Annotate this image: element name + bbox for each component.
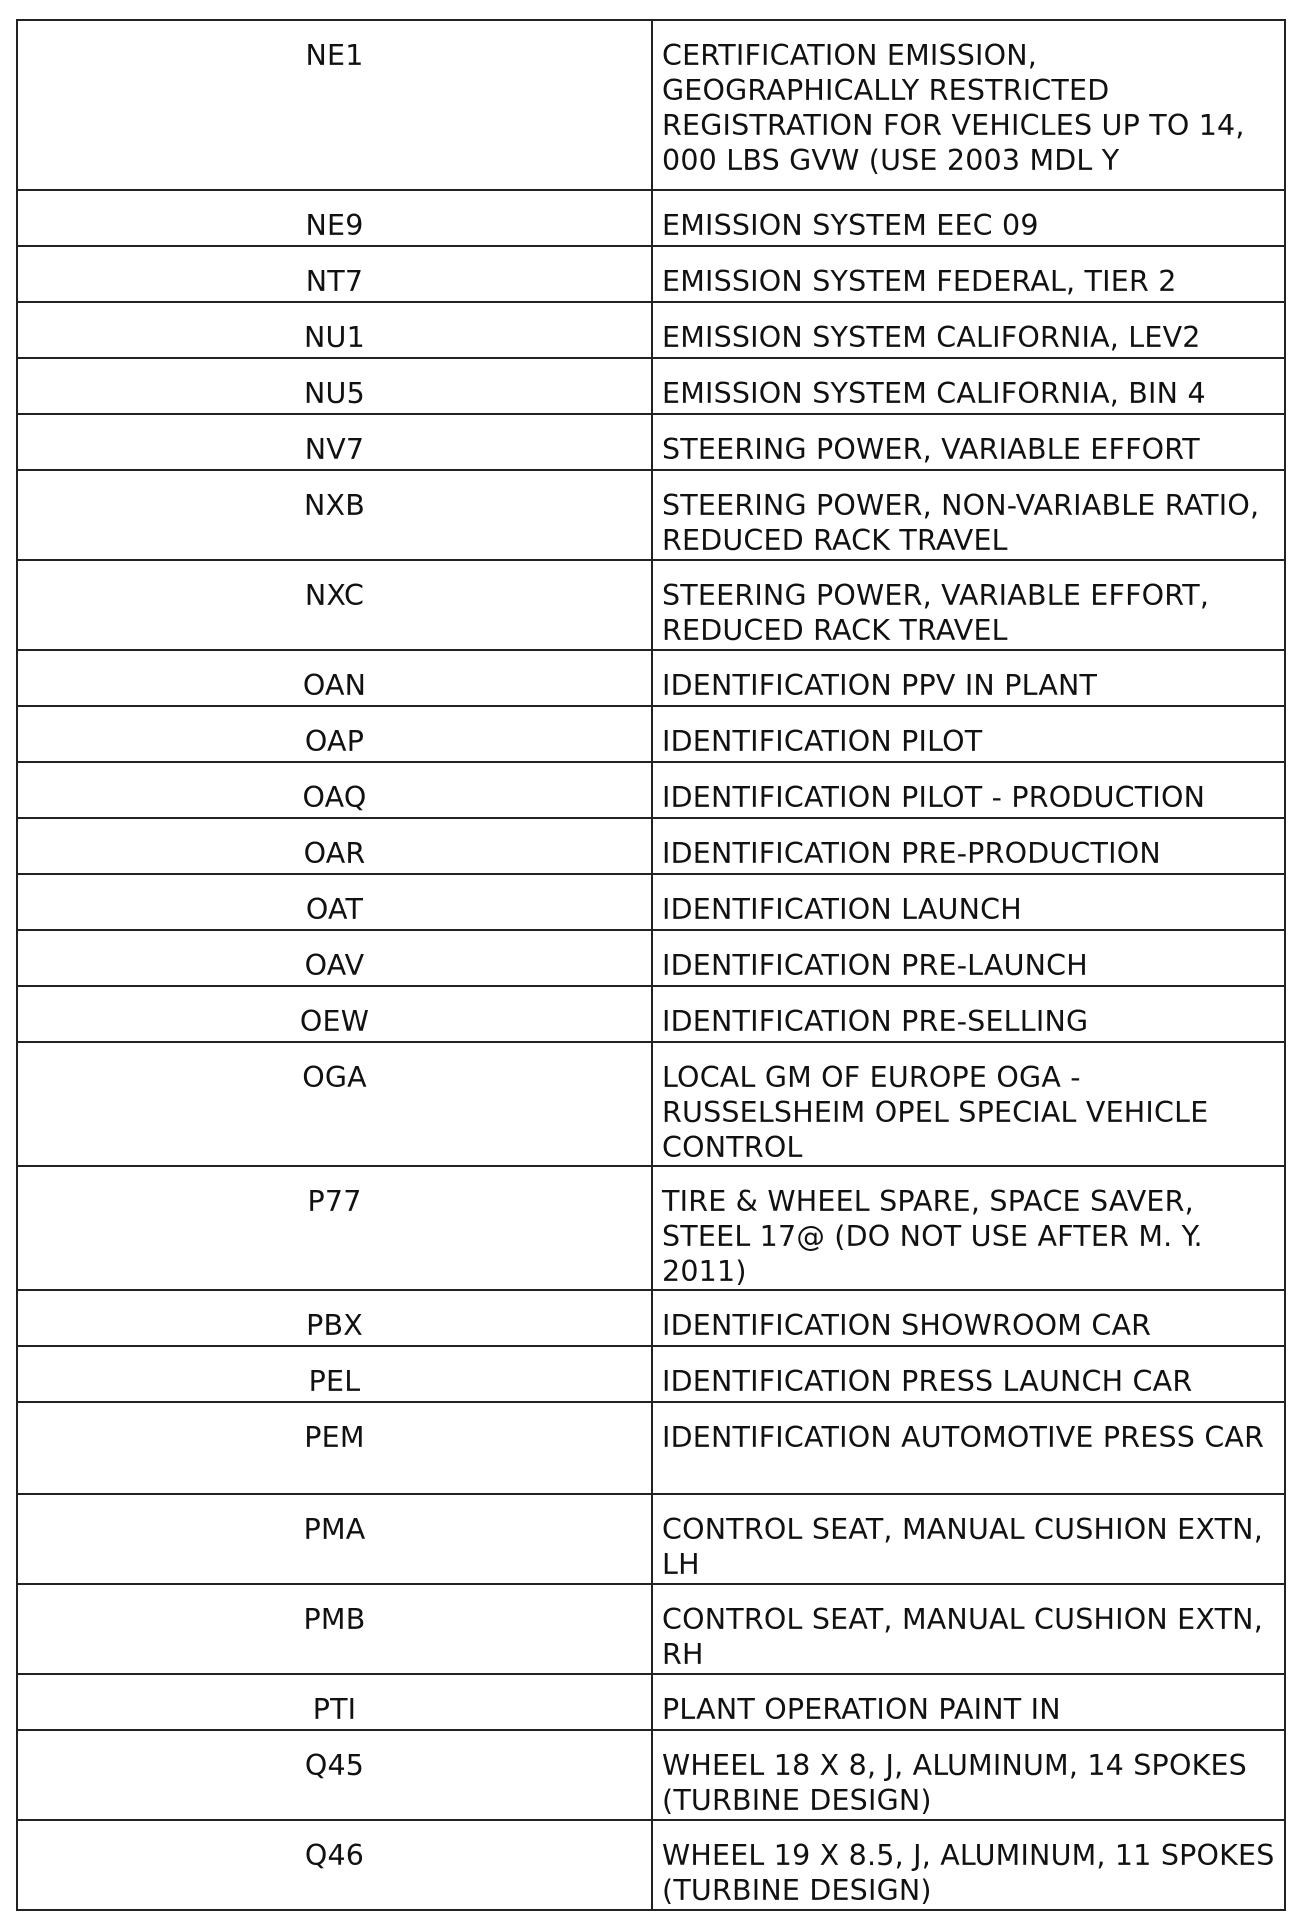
table-row [17, 302, 1285, 358]
rpo-code-cell: PMB [17, 1584, 652, 1674]
rpo-description-cell: STEERING POWER, VARIABLE EFFORT [652, 414, 1285, 470]
rpo-code-cell: OAN [17, 650, 652, 706]
rpo-description-cell: IDENTIFICATION AUTOMOTIVE PRESS CAR [652, 1402, 1285, 1494]
rpo-code-table [16, 19, 1286, 1911]
rpo-description-cell: EMISSION SYSTEM FEDERAL, TIER 2 [652, 246, 1285, 302]
rpo-code-cell: NU1 [17, 302, 652, 358]
rpo-code-cell: OAT [17, 874, 652, 930]
rpo-description-cell: PLANT OPERATION PAINT IN [652, 1674, 1285, 1730]
rpo-code-cell: PTI [17, 1674, 652, 1730]
rpo-code-cell: PEL [17, 1346, 652, 1402]
rpo-code-cell: NXC [17, 560, 652, 650]
rpo-code-cell: P77 [17, 1166, 652, 1290]
table-row [17, 1402, 1285, 1494]
rpo-description-cell: EMISSION SYSTEM EEC 09 [652, 190, 1285, 246]
table-row [17, 930, 1285, 986]
rpo-description-cell: IDENTIFICATION PRESS LAUNCH CAR [652, 1346, 1285, 1402]
rpo-code-cell: OAP [17, 706, 652, 762]
rpo-description-cell: STEERING POWER, VARIABLE EFFORT, REDUCED RACK TRAVEL [652, 560, 1285, 650]
table-row [17, 874, 1285, 930]
table-row [17, 706, 1285, 762]
rpo-description-cell: IDENTIFICATION PRE-SELLING [652, 986, 1285, 1042]
table-row [17, 1494, 1285, 1584]
rpo-code-cell: PMA [17, 1494, 652, 1584]
rpo-description-cell: CONTROL SEAT, MANUAL CUSHION EXTN, LH [652, 1494, 1285, 1584]
table-row [17, 560, 1285, 650]
rpo-code-cell: PBX [17, 1290, 652, 1346]
rpo-description-cell: IDENTIFICATION PRE-LAUNCH [652, 930, 1285, 986]
table-row [17, 762, 1285, 818]
table-row [17, 986, 1285, 1042]
rpo-description-cell: STEERING POWER, NON-VARIABLE RATIO, REDUCED RACK TRAVEL [652, 470, 1285, 560]
rpo-description-cell: WHEEL 19 X 8.5, J, ALUMINUM, 11 SPOKES (TURBINE DESIGN) [652, 1820, 1285, 1910]
rpo-description-cell: EMISSION SYSTEM CALIFORNIA, LEV2 [652, 302, 1285, 358]
rpo-code-cell: NU5 [17, 358, 652, 414]
table-row [17, 470, 1285, 560]
rpo-code-cell: PEM [17, 1402, 652, 1494]
table-row [17, 650, 1285, 706]
table-row [17, 1166, 1285, 1290]
rpo-description-cell: CERTIFICATION EMISSION, GEOGRAPHICALLY RESTRICTED REGISTRATION FOR VEHICLES UP TO 14, 000 LBS GVW (USE 2003 MDL Y [652, 20, 1285, 190]
rpo-code-cell: NE1 [17, 20, 652, 190]
rpo-code-cell: Q46 [17, 1820, 652, 1910]
rpo-code-cell: NXB [17, 470, 652, 560]
table-row [17, 1290, 1285, 1346]
table-row [17, 414, 1285, 470]
rpo-code-cell: OEW [17, 986, 652, 1042]
table-row [17, 246, 1285, 302]
table-row [17, 1042, 1285, 1166]
rpo-description-cell: IDENTIFICATION LAUNCH [652, 874, 1285, 930]
table-row [17, 1584, 1285, 1674]
rpo-table-body [17, 20, 1285, 1910]
rpo-code-cell: NV7 [17, 414, 652, 470]
rpo-code-cell: OGA [17, 1042, 652, 1166]
rpo-description-cell: IDENTIFICATION PILOT - PRODUCTION [652, 762, 1285, 818]
rpo-code-cell: NT7 [17, 246, 652, 302]
table-row [17, 1820, 1285, 1910]
table-row [17, 1346, 1285, 1402]
rpo-description-cell: IDENTIFICATION SHOWROOM CAR [652, 1290, 1285, 1346]
rpo-description-cell: EMISSION SYSTEM CALIFORNIA, BIN 4 [652, 358, 1285, 414]
rpo-description-cell: WHEEL 18 X 8, J, ALUMINUM, 14 SPOKES (TURBINE DESIGN) [652, 1730, 1285, 1820]
rpo-description-cell: LOCAL GM OF EUROPE OGA - RUSSELSHEIM OPEL SPECIAL VEHICLE CONTROL [652, 1042, 1285, 1166]
table-row [17, 818, 1285, 874]
rpo-description-cell: IDENTIFICATION PRE-PRODUCTION [652, 818, 1285, 874]
table-row [17, 1730, 1285, 1820]
table-row [17, 190, 1285, 246]
rpo-code-cell: NE9 [17, 190, 652, 246]
rpo-code-cell: OAV [17, 930, 652, 986]
rpo-description-cell: IDENTIFICATION PPV IN PLANT [652, 650, 1285, 706]
rpo-code-cell: OAR [17, 818, 652, 874]
table-row [17, 1674, 1285, 1730]
table-row [17, 358, 1285, 414]
rpo-description-cell: IDENTIFICATION PILOT [652, 706, 1285, 762]
rpo-code-cell: Q45 [17, 1730, 652, 1820]
table-row [17, 20, 1285, 190]
rpo-description-cell: CONTROL SEAT, MANUAL CUSHION EXTN, RH [652, 1584, 1285, 1674]
rpo-description-cell: TIRE & WHEEL SPARE, SPACE SAVER, STEEL 17@ (DO NOT USE AFTER M. Y. 2011) [652, 1166, 1285, 1290]
rpo-code-cell: OAQ [17, 762, 652, 818]
